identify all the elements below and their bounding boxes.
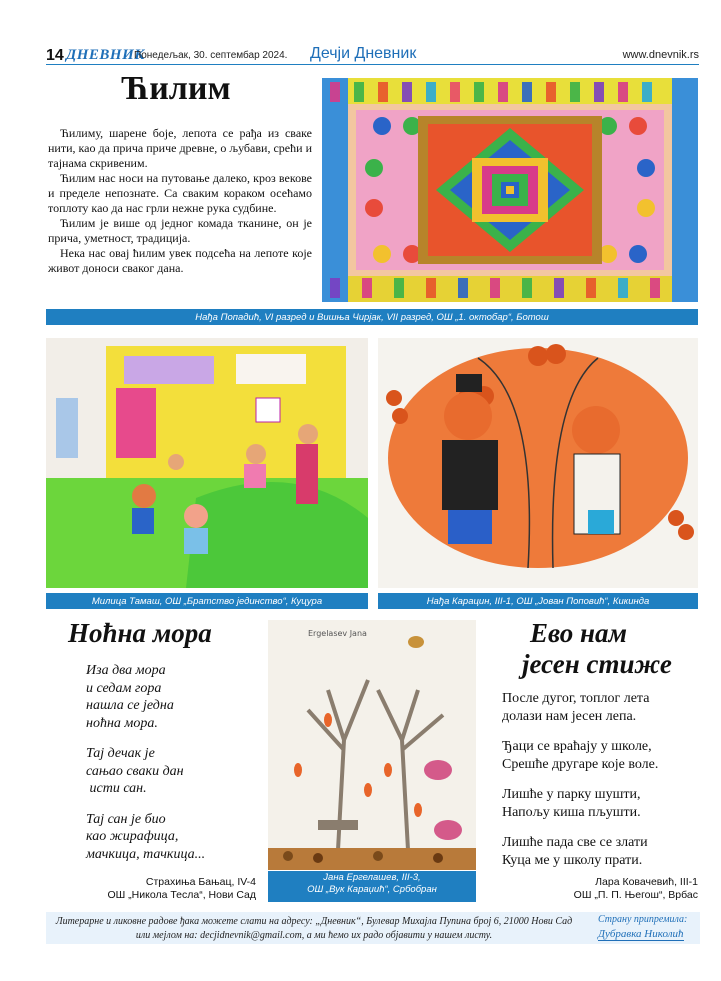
poem-left-stanza <box>86 662 266 732</box>
cilim-caption: Нађа Попадић, VI разред и Вишња Чирјак, VII разред, ОШ „1. октобар“, Ботош <box>46 309 698 325</box>
newspaper-brand: ДНЕВНИК <box>66 47 145 63</box>
poem-left-signature <box>60 876 256 902</box>
poem-line: сањао сваки дан <box>86 763 184 779</box>
poem-line: Тај дечак је <box>86 746 155 761</box>
poem-left-title: Ноћна мора <box>68 618 212 648</box>
house-scene-svg <box>46 338 368 588</box>
poem-left-school: ОШ „Никола Тесла“, Нови Сад <box>107 889 256 902</box>
poem-right-title <box>522 618 672 680</box>
cilim-title: Ћилим <box>122 70 231 107</box>
center-drawing-caption <box>268 871 476 902</box>
poem-line: Лишће у парку шушти, <box>502 787 641 802</box>
poem-left-stanza <box>86 811 266 864</box>
autumn-trees-svg <box>268 620 476 870</box>
center-caption-line2: ОШ „Вук Караџић“, Србобран <box>307 884 437 896</box>
poem-line: Куца ме у школу прати. <box>502 852 643 868</box>
house-scene-drawing <box>46 338 368 588</box>
center-caption-line1: Јана Ергелашев, III-3, <box>323 872 421 883</box>
poem-right-stanza <box>502 834 700 869</box>
poem-right-title-line2: јесен стиже <box>522 649 672 680</box>
poem-line: ноћна мора. <box>86 715 158 731</box>
poem-right-author: Лара Ковачевић, III-1 <box>595 876 698 888</box>
pumpkin-scene-svg <box>378 338 698 588</box>
poem-line: Срешће другаре које воле. <box>502 756 659 772</box>
section-title: Дечји Дневник <box>310 45 417 62</box>
poem-left-body <box>86 662 266 876</box>
header-divider <box>46 64 699 65</box>
poem-line: После дугог, топлог лета <box>502 691 650 706</box>
cilim-paragraph: Ћилим нас носи на путовање далеко, кроз векове и пределе непознате. Са сваким кораком осећамо топлоту као да нас грли нежне рука судбине. <box>48 171 312 215</box>
footer-text <box>54 915 574 942</box>
poem-right-body <box>502 690 700 882</box>
right-drawing-caption: Нађа Карацин, III-1, ОШ „Јован Поповић“, Кикинда <box>378 593 698 609</box>
left-drawing-caption: Милица Тамаш, ОШ „Братство јединство“, Куцура <box>46 593 368 609</box>
poem-line: као жирафица, <box>86 829 179 844</box>
carpet-drawing <box>322 78 698 302</box>
cilim-paragraph: Ћилим је више од једног комада тканине, он је прича, уметност, традиција. <box>48 216 312 245</box>
poem-right-stanza <box>502 786 700 821</box>
autumn-trees-drawing <box>268 620 476 870</box>
poem-line: нашла се једна <box>86 698 174 713</box>
poem-line: Напољу киша пљушти. <box>502 804 641 820</box>
poem-right-stanza <box>502 738 700 773</box>
issue-date: Понедељак, 30. септембар 2024. <box>134 50 288 61</box>
poem-line: долази нам јесен лепа. <box>502 708 637 724</box>
poem-line: исти сан. <box>86 781 147 796</box>
cilim-paragraph: Ћилиму, шарене боје, лепота се рађа из сваке нити, као да прича приче древне, о љубави, срећи и тајнама скривеним. <box>48 126 312 170</box>
prepared-by-name: Дубравка Николић <box>598 928 684 940</box>
footer-line2: или мејлом на: decjidnevnik@gmail.com, а ми ћемо их радо објавити у нашем листу. <box>135 929 493 941</box>
poem-line: и седам гора <box>86 680 162 696</box>
poem-right-stanza <box>502 690 700 725</box>
carpet-drawing-svg <box>322 78 698 302</box>
prepared-by-label: Страну припремила: <box>598 914 688 925</box>
page-number: 14 <box>46 47 64 64</box>
website-link[interactable]: www.dnevnik.rs <box>622 49 699 61</box>
poem-line: мачкица, тачкица... <box>86 846 206 862</box>
poem-left-author: Страхиња Бањац, IV-4 <box>145 876 256 888</box>
pumpkin-scene-drawing <box>378 338 698 588</box>
footer-line1: Литерарне и ликовне радове ђака можете слати на адресу: „Дневник“, Булевар Михајла Пупина број 6, 21000 Нови Сад <box>55 916 573 927</box>
poem-line: Лишће пада све се злати <box>502 835 648 850</box>
cilim-paragraph: Нека нас овај ћилим увек подсећа на лепоте које живот доноси сваког дана. <box>48 246 312 275</box>
cilim-text <box>48 126 312 276</box>
drawing-scribble: Ergelasev Jana <box>308 629 367 638</box>
poem-right-school: ОШ „П. П. Његош“, Врбас <box>573 889 698 902</box>
poem-line: Иза два мора <box>86 663 166 678</box>
poem-right-signature <box>500 876 698 902</box>
poem-right-title-line1: Ево нам <box>530 618 627 648</box>
poem-line: Ђаци се враћају у школе, <box>502 739 652 754</box>
poem-line: Тај сан је био <box>86 811 166 827</box>
poem-left-stanza <box>86 745 266 798</box>
